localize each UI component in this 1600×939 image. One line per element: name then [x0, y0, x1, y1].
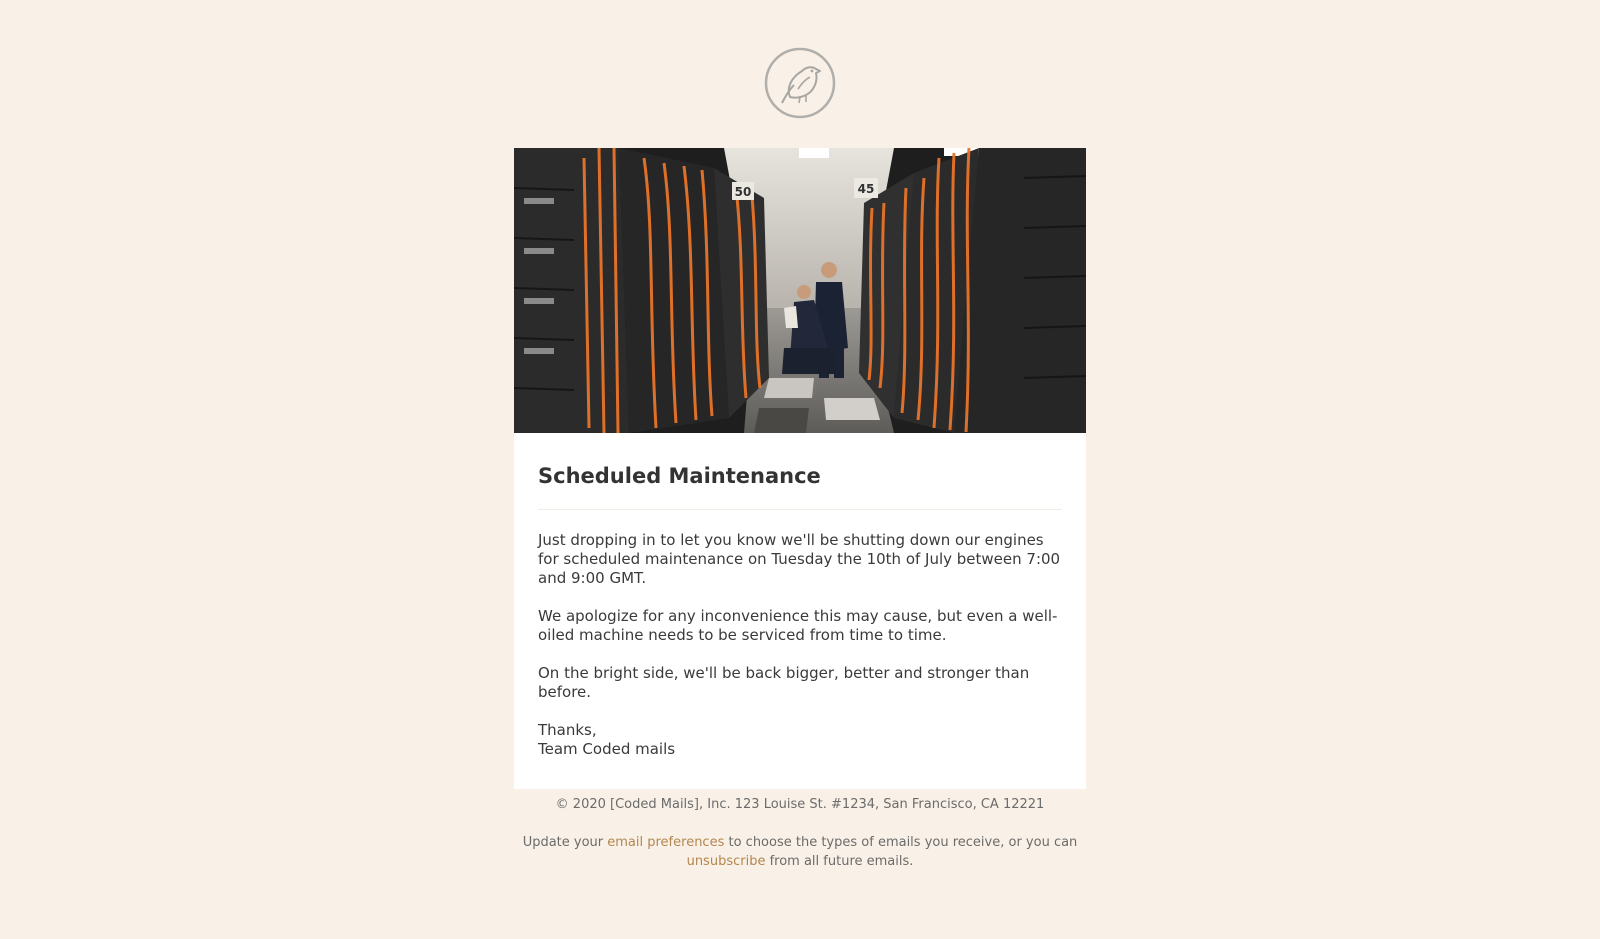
email-footer	[514, 795, 1086, 890]
prefs-middle: to choose the types of emails you receive, or you can	[724, 835, 1078, 850]
title-divider	[538, 509, 1062, 510]
preferences-text	[514, 833, 1086, 871]
paragraph-2: We apologize for any inconvenience this may cause, but even a well-oiled machine needs to be serviced from time to time.	[538, 607, 1058, 644]
paragraph-3: On the bright side, we'll be back bigger, better and stronger than before.	[538, 664, 1030, 701]
paragraph-1: Just dropping in to let you know we'll be shutting down our engines for scheduled maintenance on Tuesday the 10th of July between 7:00 and 9:00 GMT.	[538, 531, 1061, 587]
server-room-photo	[514, 148, 1086, 433]
bird-logo-icon	[764, 47, 836, 119]
signoff: Thanks,	[538, 721, 597, 739]
email-card	[514, 148, 1086, 789]
svg-text:45: 45	[857, 182, 875, 196]
unsubscribe-link[interactable]: unsubscribe	[686, 854, 766, 869]
email-content	[514, 433, 1086, 789]
svg-text:50: 50	[734, 185, 752, 199]
email-title: Scheduled Maintenance	[538, 464, 821, 488]
email-preferences-link[interactable]: email preferences	[607, 835, 725, 850]
copyright-text: © 2020 [Coded Mails], Inc. 123 Louise St. #1234, San Francisco, CA 12221	[555, 797, 1045, 812]
signature-block	[538, 721, 1062, 759]
signature: Team Coded mails	[538, 740, 676, 758]
prefs-prefix: Update your	[522, 835, 608, 850]
prefs-suffix: from all future emails.	[765, 854, 914, 869]
